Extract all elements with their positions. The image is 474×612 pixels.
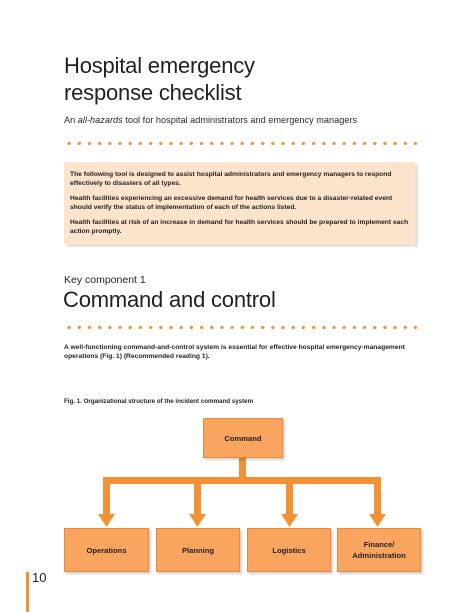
section-intro: A well-functioning command-and-control system is essential for effective hospital emergency-management operations (Fig. 1) (Recommended reading 1).	[64, 344, 405, 361]
arrowhead-planning	[189, 514, 206, 527]
org-box-logistics: Logistics	[247, 528, 331, 572]
arrowhead-logistics	[281, 514, 298, 527]
page-number-bar	[26, 572, 29, 612]
org-box-planning: Planning	[156, 528, 240, 572]
subtitle-emphasis: all-hazards	[77, 115, 123, 125]
connector-stem-finance	[374, 480, 381, 516]
note-paragraph-3: Health facilities at risk of an increase in demand for health services should be prepared to implement each action promptly.	[70, 218, 409, 236]
connector-stem-logistics	[286, 480, 293, 516]
org-box-finance-administration: Finance/ Administration	[337, 528, 421, 572]
page-number: 10	[32, 570, 47, 585]
arrowhead-finance	[369, 514, 386, 527]
org-box-command: Command	[203, 418, 283, 458]
title-line-1: Hospital emergency	[64, 53, 255, 78]
subtitle-post: tool for hospital administrators and emergency managers	[122, 115, 358, 125]
note-paragraph-1: The following tool is designed to assist hospital administrators and emergency managers to respond effectively to disasters of all types.	[70, 171, 392, 188]
section-title: Command and control	[63, 287, 276, 312]
figure-caption: Fig. 1. Organizational structure of the incident command system	[64, 398, 254, 405]
section-label: Key component 1	[64, 274, 146, 286]
arrowhead-operations	[98, 514, 115, 527]
note-paragraph-2: Health facilities experiencing an excessive demand for health services due to a disaster-related event should verify the status of implementation of each of the actions listed.	[70, 194, 393, 212]
connector-horizontal-bar	[103, 477, 381, 484]
connector-stem-planning	[194, 480, 201, 516]
title-line-2: response checklist	[64, 80, 242, 105]
org-box-operations: Operations	[64, 528, 149, 572]
connector-stem-operations	[103, 480, 110, 516]
connector-command-stem	[239, 458, 246, 480]
subtitle-pre: An	[64, 115, 78, 125]
